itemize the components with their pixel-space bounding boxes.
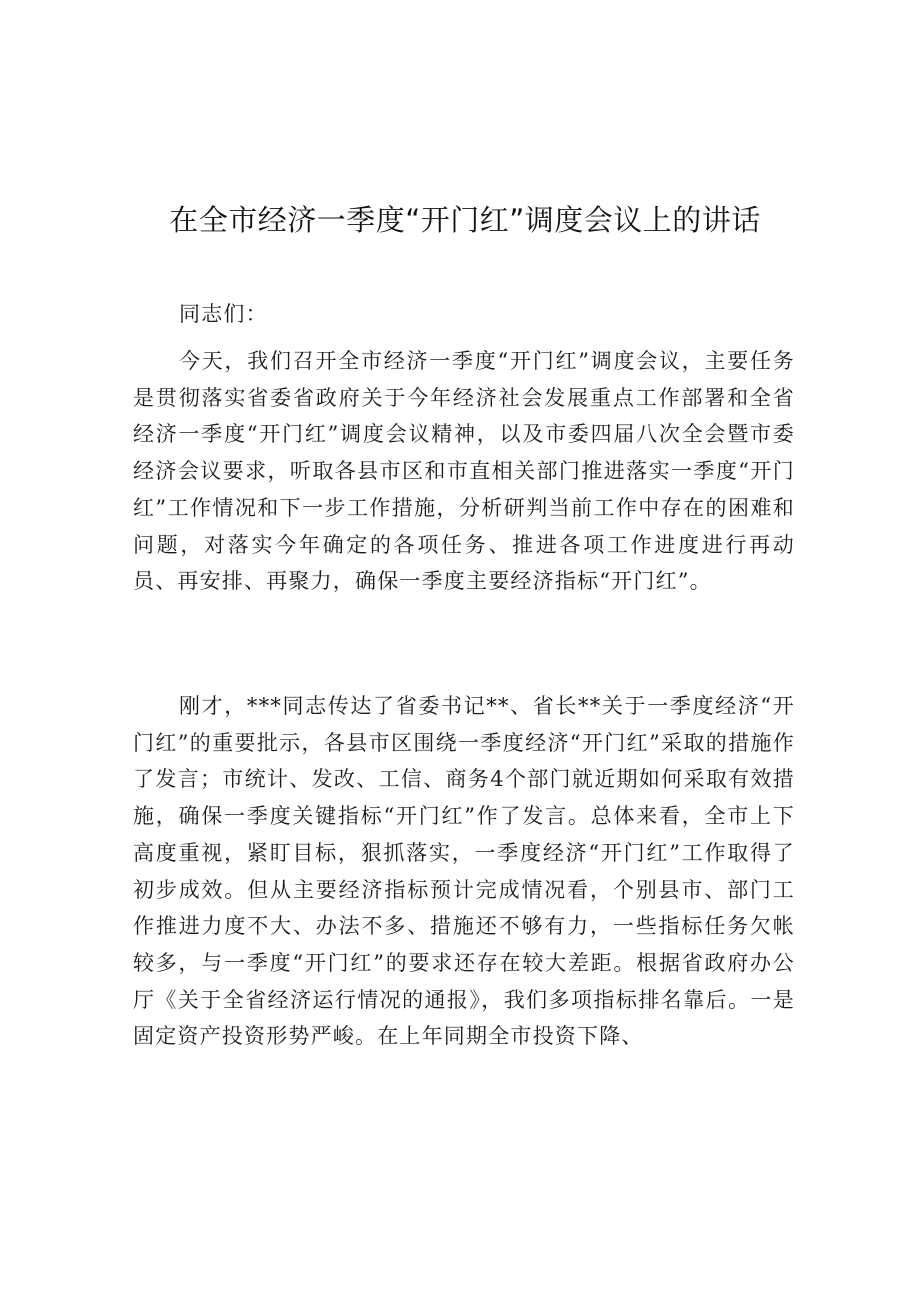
salutation: 同志们：	[179, 302, 268, 326]
document-title: 在全市经济一季度“开门红”调度会议上的讲话	[169, 203, 761, 237]
paragraph-2: 刚才，***同志传达了省委书记**、省长**关于一季度经济“开门红”的重要批示，各县市区围绕一季度经济“开门红”采取的措施作了发言；市统计、发改、工信、商务4个部门就近期如何采取有效措施，确保一季度关键指标“开门红”作了发言。总体来看，全市上下高度重视，紧盯目标，狠抓落实，一季度经济“开门红”工作取得了初步成效。但从主要经济指标预计完成情况看，个别县市、部门工作推进力度不大、办法不多、措施还不够有力，一些指标任务欠帐较多，与一季度“开门红”的要求还存在较大差距。根据省政府办公厅《关于全省经济运行情况的通报》，我们多项指标排名靠后。一是固定资产投资形势严峻。在上年同期全市投资下降、	[133, 694, 795, 1049]
paragraph-1: 今天，我们召开全市经济一季度“开门红”调度会议，主要任务是贯彻落实省委省政府关于今年经济社会发展重点工作部署和全省经济一季度“开门红”调度会议精神，以及市委四届八次全会暨市委经济会议要求，听取各县市区和市直相关部门推进落实一季度“开门红”工作情况和下一步工作措施，分析研判当前工作中存在的困难和问题，对落实今年确定的各项任务、推进各项工作进度进行再动员、再安排、再聚力，确保一季度主要经济指标“开门红”。	[133, 349, 795, 594]
